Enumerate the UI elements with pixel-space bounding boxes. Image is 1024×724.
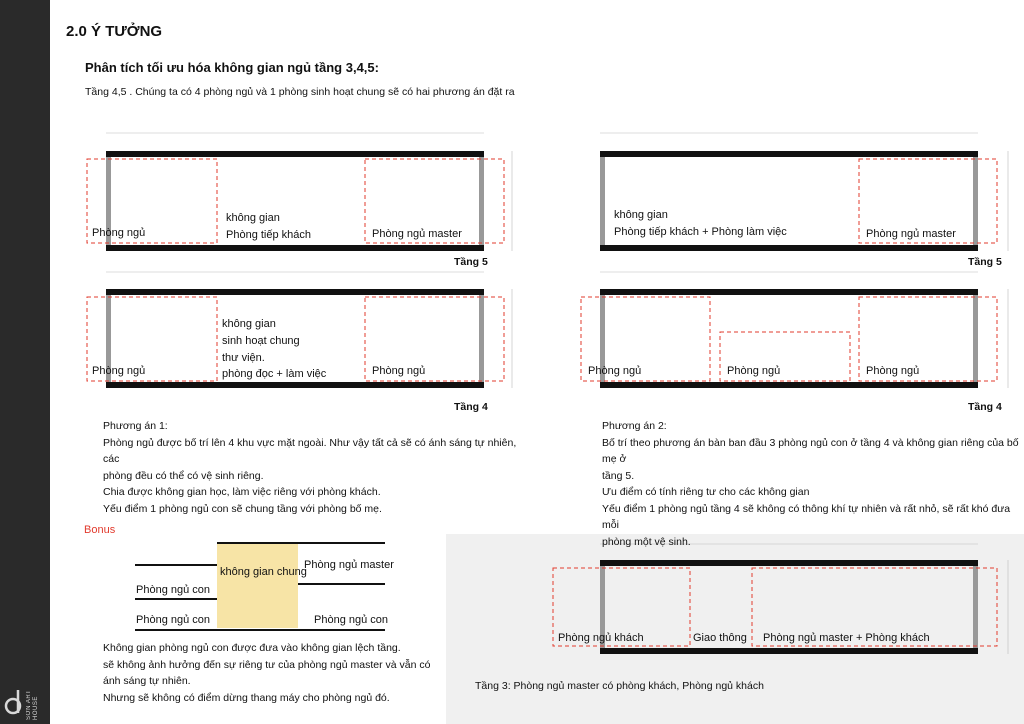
plan-b4-floor-tag: Tầng 4 bbox=[968, 401, 1002, 413]
plan-a4-room-right: Phòng ngủ bbox=[372, 365, 426, 377]
plan-a5-room-right: Phòng ngủ master bbox=[372, 228, 462, 240]
plan-a5-center-line2: Phòng tiếp khách bbox=[226, 229, 312, 241]
plan-b5-room-right: Phòng ngủ master bbox=[866, 228, 956, 240]
bonus-note-line: ánh sáng tự nhiên. bbox=[103, 675, 191, 687]
plan-b4-room-right: Phòng ngủ bbox=[866, 365, 920, 377]
option2-heading: Phương án 2: bbox=[602, 420, 667, 432]
plan-t3-caption: Tầng 3: Phòng ngủ master có phòng khách, Phòng ngủ khách bbox=[475, 680, 764, 692]
plan-a5-room-left: Phòng ngủ bbox=[92, 227, 146, 239]
plan-a4-center-line4: phòng đọc + làm việc bbox=[222, 368, 327, 380]
bonus-note-line: Không gian phòng ngủ con được đưa vào không gian lệch tầng. bbox=[103, 642, 401, 654]
bonus-master-label: Phòng ngủ master bbox=[304, 559, 394, 571]
plan-b4 bbox=[581, 272, 1008, 388]
option1-heading: Phương án 1: bbox=[103, 420, 168, 432]
bonus-title: Bonus bbox=[84, 524, 116, 536]
plan-a5-center-line1: không gian bbox=[226, 212, 280, 224]
option1-line: Phòng ngủ được bố trí lên 4 khu vực mặt ngoài. Như vậy tất cả sẽ có ánh sáng tự nhiên, các bbox=[103, 436, 517, 465]
option2-line: Ưu điểm có tính riêng tư cho các không gian bbox=[602, 486, 810, 498]
plan-a4-center-line3: thư viện. bbox=[222, 352, 265, 364]
plan-b5-floor-tag: Tầng 5 bbox=[968, 256, 1002, 268]
plan-b4-room-left: Phòng ngủ bbox=[588, 365, 642, 377]
plan-a4-floor-tag: Tầng 4 bbox=[454, 401, 488, 413]
bonus-note-line: sẽ không ảnh hưởng đến sự riêng tư của phòng ngủ master và vẫn có bbox=[103, 658, 431, 671]
plan-a4-center-line1: không gian bbox=[222, 318, 276, 330]
option1-line: phòng đều có thể có vệ sinh riêng. bbox=[103, 469, 264, 482]
plan-t3-room-right: Phòng ngủ master + Phòng khách bbox=[763, 632, 930, 644]
intro-text: Tầng 4,5 . Chúng ta có 4 phòng ngủ và 1 phòng sinh hoạt chung sẽ có hai phương án đặt ra bbox=[85, 86, 515, 98]
plan-b4-room-middle: Phòng ngủ bbox=[727, 365, 781, 377]
plan-b5-center-line1: không gian bbox=[614, 209, 668, 221]
option2-block bbox=[602, 418, 1024, 550]
plan-a4-center-line2: sinh hoạt chung bbox=[222, 335, 300, 347]
plan-t3-room-left: Phòng ngủ khách bbox=[558, 632, 644, 644]
bonus-shared-space-label: không gian chung bbox=[220, 566, 307, 578]
option1-block bbox=[103, 418, 523, 517]
option1-line: Chia được không gian học, làm việc riêng với phòng khách. bbox=[103, 486, 381, 498]
plan-a5-floor-tag: Tầng 5 bbox=[454, 256, 488, 268]
page-subtitle: Phân tích tối ưu hóa không gian ngủ tầng 3,4,5: bbox=[85, 60, 379, 75]
plan-t3-room-middle: Giao thông bbox=[693, 632, 747, 644]
bonus-note-line: Nhưng sẽ không có điểm dừng thang máy cho phòng ngủ đó. bbox=[103, 691, 390, 704]
option2-line: tầng 5. bbox=[602, 469, 635, 482]
bonus-child-label: Phòng ngủ con bbox=[136, 614, 211, 626]
logo-text: SƠN ART HOUSE bbox=[26, 689, 39, 720]
plan-b5-center-line2: Phòng tiếp khách + Phòng làm việc bbox=[614, 226, 787, 238]
bonus-child-label: Phòng ngủ con bbox=[314, 614, 389, 626]
option2-line: Yếu điểm 1 phòng ngủ tầng 4 sẽ không có thông khí tự nhiên và rất nhỏ, sẽ rất khó đưa mỗi bbox=[602, 502, 1011, 531]
option1-line: Yếu điểm 1 phòng ngủ con sẽ chung tầng với phòng bố mẹ. bbox=[103, 502, 382, 515]
option2-line: phòng một vệ sinh. bbox=[602, 535, 691, 548]
bonus-notes bbox=[103, 640, 443, 706]
plan-a4-room-left: Phòng ngủ bbox=[92, 365, 146, 377]
bonus-child-label: Phòng ngủ con bbox=[136, 584, 211, 596]
page-title: 2.0 Ý TƯỞNG bbox=[66, 23, 163, 40]
option2-line: Bố trí theo phương án bàn ban đầu 3 phòng ngủ con ở tầng 4 và không gian riêng của bố mẹ ở bbox=[602, 436, 1019, 465]
